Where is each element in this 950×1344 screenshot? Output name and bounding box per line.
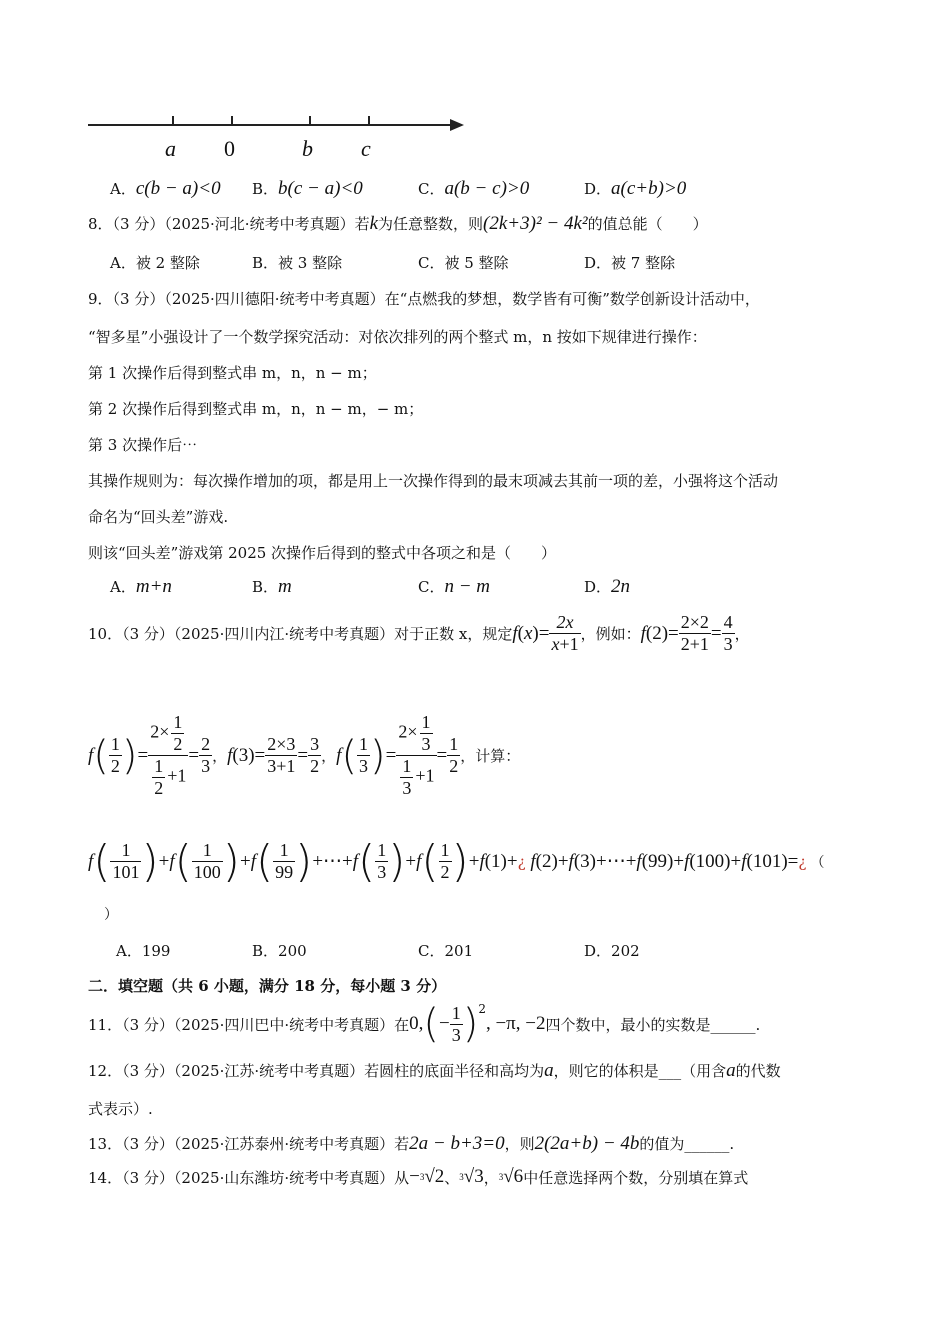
fraction-2x-over-x-plus-1: $\frac{2x}{x+1}$ (551, 612, 579, 654)
q9-line-4: 第 2 次操作后得到整式串 m，n，n − m，− m； (88, 400, 424, 418)
q10-option-d: D．202 (584, 942, 640, 960)
q12-line-2: 式表示）. (88, 1100, 153, 1118)
q7-option-b: B．b(c − a)<0 (252, 178, 363, 199)
q9-line-6: 其操作规则为：每次操作增加的项，都是用上一次操作得到的最末项减去其前一项的差，小强将这个活动 (88, 472, 779, 490)
q9-option-a: A．m+n (110, 576, 172, 597)
q7-option-c: C．a(b − c)>0 (418, 178, 530, 199)
q8-option-d: D．被 7 整除 (584, 254, 676, 272)
question-13: 13．（3 分）（2025·江苏泰州·统考中考真题）若2a − b+3=0，则2(2a+b) − 4b的值为______. (88, 1133, 735, 1154)
q10-option-c: C．201 (418, 942, 474, 960)
question-8: 8．（3 分）（2025·河北·统考中考真题）若k为任意整数，则(2k+3)² − 4k²的值总能（ ） (88, 213, 708, 234)
question-11: 11．（3 分）（2025·四川巴中·统考中考真题）在 0, ( − $\frac{1}{3}$ ) $^2$ , −π, −2 四个数中，最小的实数是______. (88, 1001, 761, 1047)
q9-option-c: C．n − m (418, 576, 491, 597)
q9-option-d: D．2n (584, 576, 631, 597)
q8-option-c: C．被 5 整除 (418, 254, 509, 272)
q9-line-5: 第 3 次操作后⋯ (88, 436, 198, 454)
q10-paren-close: ） (104, 907, 118, 923)
number-line-label-b: b (302, 136, 313, 161)
q8-option-a: A．被 2 整除 (110, 254, 200, 272)
q10-examples: f ( $\frac{1}{2}$ ) = 2× $\frac{1}{2}$ $\frac{1}{2}$ +1 = $\frac{2}{3}$ ， f (3)= $\frac{2\times 3}{3+1}$ = $\frac{3}{2}$ ， f ( $\frac{1}{3}$ ) = 2× $\frac{1}{3}$ $\frac{1}{3}$ +1 = $\frac{1}{2}$ ，计算： (88, 712, 521, 798)
section-2-title: 二．填空题（共 6 小题，满分 18 分，每小题 3 分） (88, 977, 447, 995)
q9-line-2: “智多星”小强设计了一个数学探究活动：对依次排列的两个整式 m，n 按如下规律进行操作： (88, 328, 707, 346)
number-line-label-a: a (165, 136, 176, 161)
q10-sum-expression: f ( $\frac{1}{101}$ ) + f ( $\frac{1}{100}$ ) + f ( $\frac{1}{99}$ ) +⋯+ f ( $\frac{1}{3}$ ) + f ( $\frac{1}{2}$ ) + f (1)+ ¿ f (2)+ f (3)+⋯+ f (99)+ f (100)+ f (101)= ¿ （ (88, 836, 825, 887)
q7-option-a: A．c(b − a)<0 (110, 178, 221, 199)
q10-definition: 10．（3 分）（2025·四川内江·统考中考真题）对于正数 x，规定 f ( x )= $\frac{2x}{x+1}$ ，例如： f (2)= $\frac{2\times 2}{2+1}$ = $\frac{4}{3}$ ， (88, 612, 750, 654)
q9-line-8: 则该“回头差”游戏第 2025 次操作后得到的整式中各项之和是（ ） (88, 544, 557, 562)
q10-option-a: A．199 (116, 942, 171, 960)
q9-line-1: 9．（3 分）（2025·四川德阳·统考中考真题）在“点燃我的梦想，数学皆有可衡”数学创新设计活动中， (88, 290, 760, 308)
question-12: 12．（3 分）（2025·江苏·统考中考真题）若圆柱的底面半径和高均为a，则它的体积是___（用含a的代数 (88, 1060, 781, 1081)
q9-line-7: 命名为“回头差”游戏. (88, 508, 229, 526)
number-line-label-c: c (361, 136, 371, 161)
question-14: 14．（3 分）（2025·山东潍坊·统考中考真题）从 − 3 √2 、 3 √3 ， 3 √6 中任意选择两个数，分别填在算式 (88, 1166, 749, 1187)
q7-option-d: D．a(c+b)>0 (584, 178, 687, 199)
number-line (86, 108, 476, 168)
q8-option-b: B．被 3 整除 (252, 254, 343, 272)
q9-option-b: B．m (252, 576, 292, 597)
q10-option-b: B．200 (252, 942, 307, 960)
number-line-label-zero: 0 (224, 136, 235, 161)
q9-line-3: 第 1 次操作后得到整式串 m，n，n − m； (88, 364, 377, 382)
